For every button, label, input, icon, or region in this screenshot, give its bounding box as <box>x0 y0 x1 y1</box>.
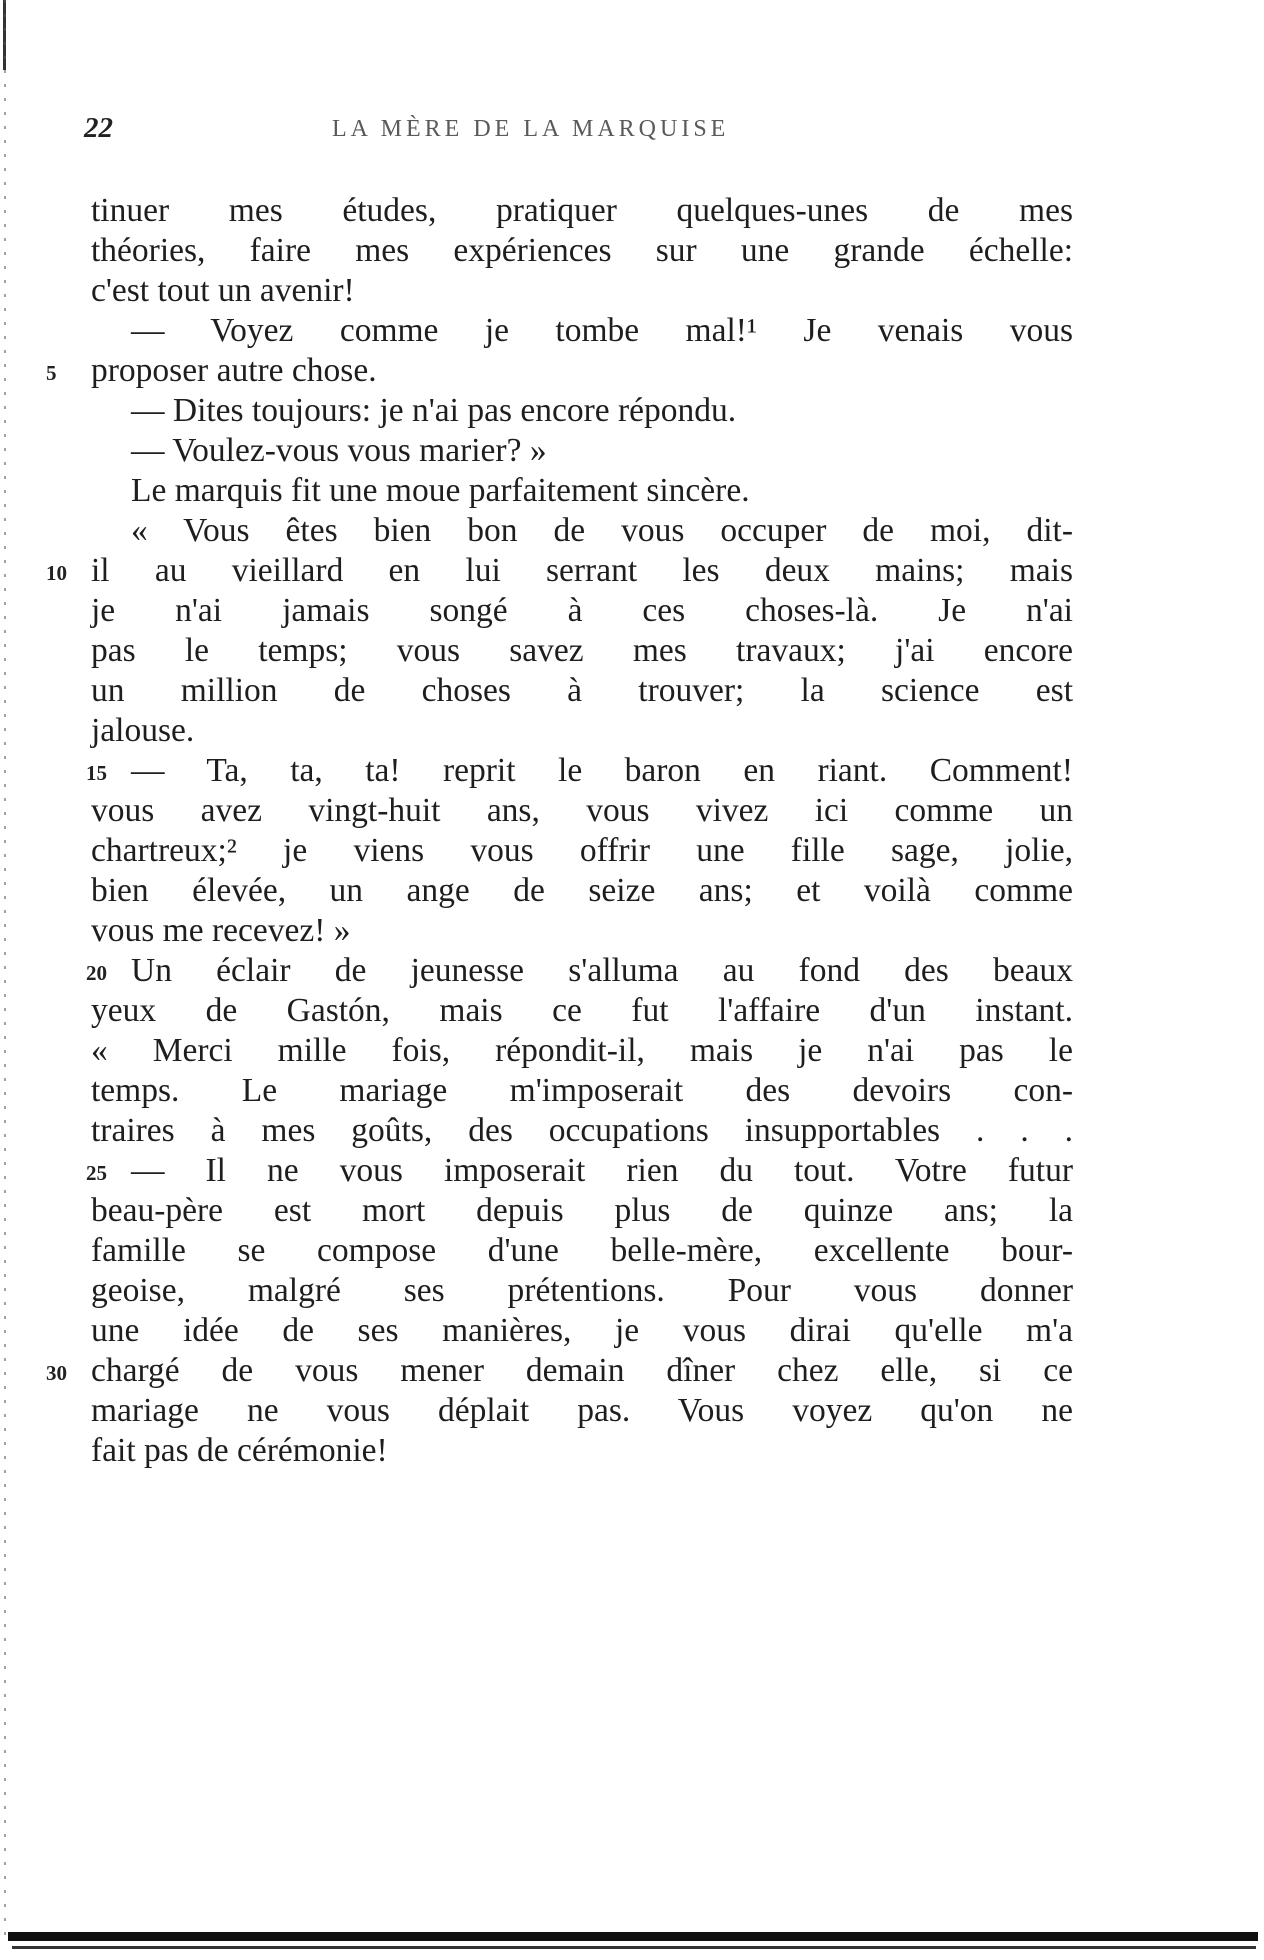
text-line: bien élevée, un ange de seize ans; et voilà comme <box>91 872 1073 909</box>
text-line: « Vous êtes bien bon de vous occuper de moi, dit- <box>131 512 1073 549</box>
text-line: temps. Le mariage m'imposerait des devoirs con- <box>91 1072 1073 1109</box>
text-line: 25 — Il ne vous imposerait rien du tout. Votre futur <box>91 1146 1073 1196</box>
text-line: théories, faire mes expériences sur une grande échelle: <box>91 232 1073 269</box>
text-line: 15 — Ta, ta, ta! reprit le baron en riant. Comment! <box>91 746 1073 796</box>
text-line: — Voyez comme je tombe mal!¹ Je venais vous <box>131 312 1073 349</box>
text-line: — Dites toujours: je n'ai pas encore répondu. <box>131 392 737 429</box>
text-line: mariage ne vous déplait pas. Vous voyez qu'on ne <box>91 1392 1073 1429</box>
running-title: LA MÈRE DE LA MARQUISE <box>332 116 730 142</box>
bottom-scan-rule <box>8 1932 1258 1941</box>
text-line: chartreux;² je viens vous offrir une fille sage, jolie, <box>91 832 1073 869</box>
text-line: yeux de Gastón, mais ce fut l'affaire d'un instant. <box>91 992 1073 1029</box>
text-line: traires à mes goûts, des occupations insupportables . . . <box>91 1112 1073 1149</box>
bottom-scan-rule-thin <box>12 1946 1256 1949</box>
text-line: geoise, malgré ses prétentions. Pour vous donner <box>91 1272 1073 1309</box>
line-number: 30 <box>46 1361 67 1385</box>
text-line: 10 il au vieillard en lui serrant les deux mains; mais <box>91 546 1073 596</box>
scan-edge-dotted <box>4 0 6 1940</box>
page-number: 22 <box>84 112 113 144</box>
line-number: 25 <box>86 1161 107 1185</box>
text-line: vous me recevez! » <box>91 912 351 949</box>
text-line: vous avez vingt-huit ans, vous vivez ici comme un <box>91 792 1073 829</box>
text-line: fait pas de cérémonie! <box>91 1432 388 1469</box>
text-line: tinuer mes études, pratiquer quelques-unes de mes <box>91 192 1073 229</box>
line-number: 10 <box>46 561 67 585</box>
text-line: c'est tout un avenir! <box>91 272 355 309</box>
text-line: beau-père est mort depuis plus de quinze ans; la <box>91 1192 1073 1229</box>
line-number: 20 <box>86 961 107 985</box>
text-line: une idée de ses manières, je vous dirai qu'elle m'a <box>91 1312 1073 1349</box>
text-line: je n'ai jamais songé à ces choses-là. Je n'ai <box>91 592 1073 629</box>
text-line: pas le temps; vous savez mes travaux; j'ai encore <box>91 632 1073 669</box>
running-head <box>84 112 1074 152</box>
text-line: jalouse. <box>91 712 195 749</box>
line-number: 15 <box>86 761 107 785</box>
text-line: 20 Un éclair de jeunesse s'alluma au fond des beaux <box>91 946 1073 996</box>
text-line: famille se compose d'une belle-mère, excellente bour- <box>91 1232 1073 1269</box>
line-number: 5 <box>46 361 57 385</box>
text-line: 5 proposer autre chose. <box>91 346 1073 396</box>
text-line: « Merci mille fois, répondit-il, mais je n'ai pas le <box>91 1032 1073 1069</box>
text-line: 30 chargé de vous mener demain dîner chez elle, si ce <box>91 1346 1073 1396</box>
text-line: Le marquis fit une moue parfaitement sincère. <box>131 472 750 509</box>
text-line: — Voulez-vous vous marier? » <box>131 432 547 469</box>
text-line: un million de choses à trouver; la science est <box>91 672 1073 709</box>
